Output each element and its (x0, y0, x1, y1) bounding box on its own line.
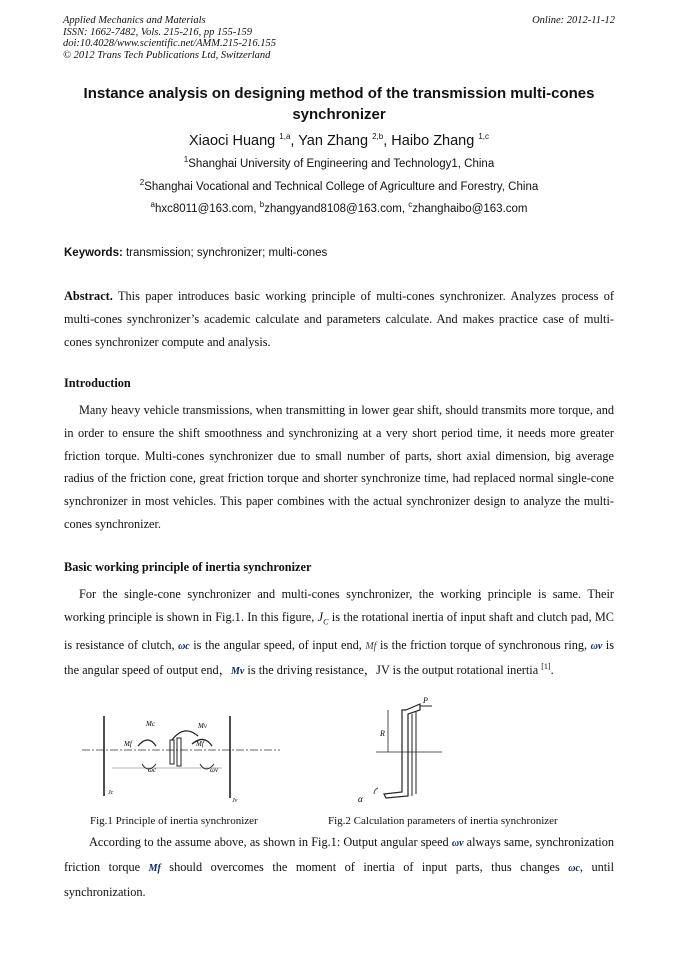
author-name: Haibo Zhang (391, 133, 475, 149)
text-run: is the angular speed, of input end, (189, 638, 366, 653)
mv-symbol: Mv (231, 665, 245, 677)
omega-v-symbol: ωv (451, 838, 464, 849)
cone-outline-outer (384, 704, 420, 798)
text-run: is the friction torque of synchronous ring, (376, 638, 591, 653)
jc-symbol: J (317, 609, 324, 624)
keywords (64, 247, 327, 259)
affiliation-text: Shanghai University of Engineering and Technology1, China (188, 158, 495, 170)
affiliation-2 (40, 178, 638, 193)
synchronizer-cone-right (177, 738, 181, 766)
affiliation-sup: 1 (183, 155, 189, 165)
text-run: According to the assume above, as shown in Fig.1: Output angular speed (89, 835, 452, 849)
fig1-label-mc: Mc (146, 720, 155, 728)
synchronizer-cone-left (170, 740, 174, 764)
author-sup: 1,a (279, 132, 291, 142)
text-run: always same, synchronization friction torque (64, 835, 614, 874)
text-run: . (550, 662, 554, 677)
text-run: , until synchronization. (64, 859, 614, 899)
journal-name: Applied Mechanics and Materials (63, 15, 206, 26)
reference[interactable]: [1] (541, 661, 551, 671)
email-sup: c (408, 200, 413, 210)
paper-title: Instance analysis on designing method of the transmission multi-cones synchronizer (83, 85, 595, 123)
figure-2-caption: Fig.2 Calculation parameters of inertia synchronizer (328, 815, 558, 827)
email[interactable]: zhanghaibo@163.com (412, 203, 528, 215)
text-run: should overcomes the moment of inertia of input parts, thus changes (160, 859, 569, 874)
figure-1-diagram (82, 712, 282, 808)
fig1-label-mf-left: Mf (124, 740, 132, 748)
abstract (64, 285, 614, 353)
email-sup: a (150, 200, 155, 210)
fig2-label-r: R (380, 729, 385, 738)
mv-arrow (172, 731, 198, 740)
text-run: For the single-cone synchronizer and multi-cones synchronizer, the working principle is same. Their working principle is shown in Fig.1. In this figure, (64, 587, 614, 624)
figure-2-diagram (350, 696, 450, 808)
doi-link[interactable]: doi:10.4028/www.scientific.net/AMM.215-216.155 (63, 38, 276, 49)
email[interactable]: hxc8011@163.com, (154, 203, 260, 215)
mf-symbol: Mf (148, 862, 161, 874)
email[interactable]: zhangyand8108@163.com, (264, 203, 409, 215)
basic-heading: Basic working principle of inertia synchronizer (64, 560, 312, 574)
fig2-label-alpha: α (358, 794, 363, 804)
text-run: is the angular speed of output end， (64, 638, 615, 677)
journal-header (63, 15, 276, 61)
affiliation-text: Shanghai Vocational and Technical College of Agriculture and Forestry, China (144, 181, 539, 193)
author-sup: 2,b (372, 132, 384, 142)
email-sup: b (259, 200, 265, 210)
omega-c-symbol: ωc (568, 862, 580, 874)
basic-paragraph (64, 583, 614, 684)
fig1-label-wc: ωc (148, 766, 157, 774)
text-run: is the driving resistance，JV is the output rotational inertia (244, 662, 542, 677)
fig1-label-mv: Mv (198, 722, 207, 730)
abstract-text: This paper introduces basic working principle of multi-cones synchronizer. Analyzes process of multi-cones synchronizer’s academic calculate and parameters calculate. And makes practice case of multi-cones synchronizer compute and analysis. (64, 289, 614, 349)
abstract-label: Abstract. (64, 289, 113, 303)
mf-symbol: Mf (365, 641, 377, 653)
introduction-text: Many heavy vehicle transmissions, when transmitting in lower gear shift, should transmits more torque, and in order to ensure the shift smoothness and synchronizing at a very short period time, it needs more greater friction torque. Multi-cones synchronizer due to small number of parts, short axial dimension, big average radius of the friction cone, great friction torque and shorter synchronize time, had replaced normal single-cone synchronizer in most vehicles. This paper combines with the actual synchronizer design to analyze the multi-cones synchronizer. (64, 403, 614, 531)
issn: ISSN: 1662-7482, Vols. 215-216, pp 155-159 (63, 26, 252, 38)
closing-paragraph (64, 831, 614, 903)
jc-sub: C (323, 617, 329, 627)
fig1-label-wv: ωv (210, 766, 219, 774)
author-sup: 1,c (478, 132, 490, 142)
keywords-label: Keywords: (64, 247, 123, 259)
fig1-label-jv: Jv (232, 798, 238, 804)
omega-v-symbol: ωv (590, 641, 603, 653)
online-date: Online: 2012-11-12 (532, 15, 615, 26)
affiliation-sup: 2 (139, 178, 145, 188)
figure-1-caption: Fig.1 Principle of inertia synchronizer (90, 815, 258, 827)
affiliation-1 (40, 155, 638, 170)
author-name: Xiaoci Huang (188, 133, 276, 149)
mc-arrow (138, 740, 156, 746)
omega-c-symbol: ωc (178, 641, 190, 653)
angle-arc (374, 788, 378, 794)
text-run: is the rotational inertia of input shaft and clutch pad, MC is resistance of clutch, (64, 609, 614, 653)
fig2-label-p: P (423, 696, 428, 705)
introduction-heading: Introduction (64, 376, 131, 390)
fig1-label-mf-right: Mf (196, 740, 204, 748)
keywords-text: transmission; synchronizer; multi-cones (122, 247, 328, 259)
email-list (40, 200, 638, 215)
author-list: Xiaoci Huang $^{1,a}$, Yan Zhang $^{2,b}$, Haibo Zhang $^{1,c}$ (188, 132, 490, 149)
fig1-label-jc: Jc (108, 790, 114, 796)
author-name: Yan Zhang (298, 133, 369, 149)
copyright: © 2012 Trans Tech Publications Ltd, Switzerland (63, 49, 271, 61)
